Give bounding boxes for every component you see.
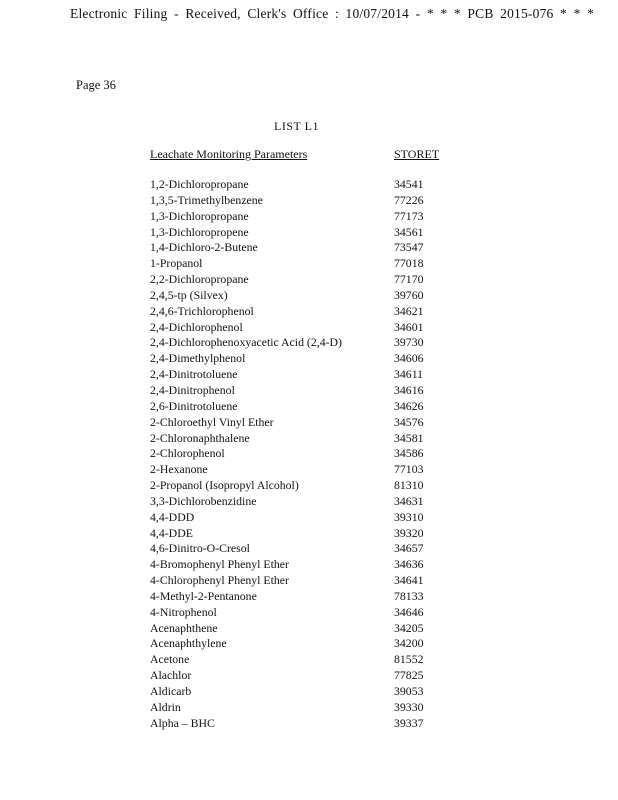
parameter-name: 2,2-Dichloropropane xyxy=(150,272,249,287)
parameter-name: 2,4-Dinitrophenol xyxy=(150,382,235,397)
column-header-parameters: Leachate Monitoring Parameters xyxy=(150,147,308,161)
list-item xyxy=(150,636,450,652)
parameter-name: 4-Bromophenyl Phenyl Ether xyxy=(150,557,289,572)
list-item xyxy=(150,177,450,193)
parameter-name: 2-Chloroethyl Vinyl Ether xyxy=(150,414,274,429)
list-item xyxy=(150,415,450,431)
list-item xyxy=(150,446,450,462)
storet-code: 34581 xyxy=(394,430,424,445)
list-item xyxy=(150,256,450,272)
parameter-name: 2,4,6-Trichlorophenol xyxy=(150,303,254,318)
list-item xyxy=(150,209,450,225)
list-item xyxy=(150,225,450,241)
parameter-name: 2-Propanol (Isopropyl Alcohol) xyxy=(150,478,299,493)
storet-code: 77825 xyxy=(394,668,424,683)
parameter-name: 1,2-Dichloropropane xyxy=(150,177,249,191)
storet-code: 34626 xyxy=(394,398,424,413)
storet-code: 34606 xyxy=(394,351,424,366)
storet-code: 39330 xyxy=(394,699,424,714)
list-item xyxy=(150,431,450,447)
storet-code: 34586 xyxy=(394,446,424,461)
parameter-name: 4,4-DDD xyxy=(150,509,195,524)
parameter-name: 2-Hexanone xyxy=(150,462,208,477)
list-item xyxy=(150,320,450,336)
storet-code: 39760 xyxy=(394,287,424,302)
storet-code: 81552 xyxy=(394,652,424,667)
parameter-name: 2,4-Dichlorophenoxyacetic Acid (2,4-D) xyxy=(150,335,342,350)
parameter-name: 2-Chlorophenol xyxy=(150,446,225,461)
list-item xyxy=(150,573,450,589)
parameter-name: 1,3-Dichloropropane xyxy=(150,208,249,223)
storet-code: 39337 xyxy=(394,715,424,730)
parameter-name: Aldrin xyxy=(150,699,181,714)
storet-code: 34611 xyxy=(394,367,424,382)
parameter-name: 4-Chlorophenyl Phenyl Ether xyxy=(150,573,289,588)
storet-code: 81310 xyxy=(394,478,424,493)
list-item xyxy=(150,335,450,351)
parameter-name: 1,3-Dichloropropene xyxy=(150,224,249,239)
parameter-name: 4,6-Dinitro-O-Cresol xyxy=(150,541,250,556)
list-item xyxy=(150,510,450,526)
list-item xyxy=(150,478,450,494)
list-item xyxy=(150,652,450,668)
list-item xyxy=(150,462,450,478)
list-item xyxy=(150,589,450,605)
list-item xyxy=(150,351,450,367)
list-item xyxy=(150,684,450,700)
list-item xyxy=(150,557,450,573)
storet-code: 77018 xyxy=(394,256,424,271)
column-header-storet: STORET xyxy=(394,147,440,161)
list-item xyxy=(150,526,450,542)
storet-code: 34541 xyxy=(394,177,424,191)
parameter-name: 4,4-DDE xyxy=(150,525,193,540)
storet-code: 34657 xyxy=(394,541,424,556)
parameter-name: 2,6-Dinitrotoluene xyxy=(150,398,238,413)
list-item xyxy=(150,304,450,320)
parameter-name: 1,3,5-Trimethylbenzene xyxy=(150,192,263,207)
list-title: LIST L1 xyxy=(274,119,319,133)
list-item xyxy=(150,399,450,415)
storet-code: 77226 xyxy=(394,192,424,207)
parameter-name: 2,4-Dimethylphenol xyxy=(150,351,246,366)
list-item xyxy=(150,288,450,304)
parameter-name: Alpha – BHC xyxy=(150,715,215,730)
storet-code: 34636 xyxy=(394,557,424,572)
list-item xyxy=(150,668,450,684)
list-item xyxy=(150,494,450,510)
parameter-name: Acenaphthylene xyxy=(150,636,227,651)
storet-code: 34200 xyxy=(394,636,424,651)
list-item xyxy=(150,621,450,637)
storet-code: 39320 xyxy=(394,525,424,540)
parameter-name: 4-Methyl-2-Pentanone xyxy=(150,588,257,603)
list-item xyxy=(150,383,450,399)
filing-header: Electronic Filing - Received, Clerk's Office : 10/07/2014 - * * * PCB 2015-076 * * * xyxy=(70,6,595,21)
storet-code: 78133 xyxy=(394,588,424,603)
list-item xyxy=(150,193,450,209)
parameter-name: 2,4,5-tp (Silvex) xyxy=(150,287,228,302)
page-number: Page 36 xyxy=(76,78,116,92)
parameter-list xyxy=(150,177,450,732)
storet-code: 39310 xyxy=(394,509,424,524)
storet-code: 34616 xyxy=(394,382,424,397)
storet-code: 34646 xyxy=(394,604,424,619)
parameter-name: 1,4-Dichloro-2-Butene xyxy=(150,240,258,255)
storet-code: 39053 xyxy=(394,684,424,698)
parameter-name: Alachlor xyxy=(150,668,192,683)
parameter-name: 2,4-Dinitrotoluene xyxy=(150,367,238,382)
storet-code: 34631 xyxy=(394,493,424,508)
storet-code: 34576 xyxy=(394,414,424,429)
parameter-name: 4-Nitrophenol xyxy=(150,604,217,619)
list-item xyxy=(150,272,450,288)
parameter-name: 2,4-Dichlorophenol xyxy=(150,319,243,334)
parameter-name: Acetone xyxy=(150,652,190,667)
storet-code: 34561 xyxy=(394,224,424,239)
list-item xyxy=(150,541,450,557)
storet-code: 77103 xyxy=(394,462,424,477)
list-item xyxy=(150,240,450,256)
list-item xyxy=(150,716,450,732)
parameter-name: Acenaphthene xyxy=(150,620,218,635)
storet-code: 77173 xyxy=(394,208,424,223)
storet-code: 34621 xyxy=(394,303,424,318)
storet-code: 34205 xyxy=(394,620,424,635)
list-item xyxy=(150,605,450,621)
storet-code: 39730 xyxy=(394,335,424,350)
parameter-name: 1-Propanol xyxy=(150,256,203,271)
parameter-name: 3,3-Dichlorobenzidine xyxy=(150,493,257,508)
storet-code: 34601 xyxy=(394,319,424,334)
list-item xyxy=(150,700,450,716)
storet-code: 34641 xyxy=(394,573,424,588)
parameter-name: Aldicarb xyxy=(150,684,192,698)
parameter-name: 2-Chloronaphthalene xyxy=(150,430,250,445)
storet-code: 73547 xyxy=(394,240,424,255)
storet-code: 77170 xyxy=(394,272,424,287)
list-item xyxy=(150,367,450,383)
